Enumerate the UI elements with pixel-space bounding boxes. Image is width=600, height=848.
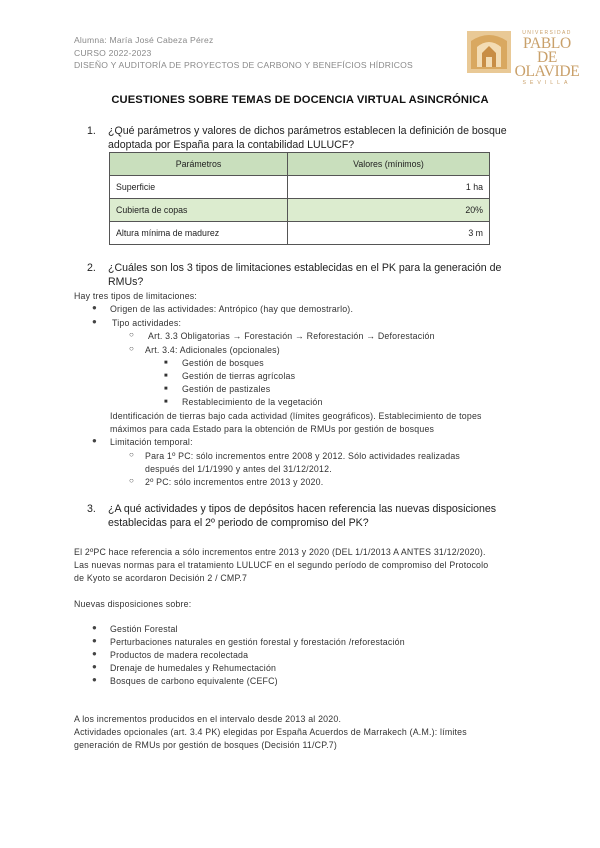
answer-3-subheading: Nuevas disposiciones sobre: — [74, 599, 192, 609]
table-row — [110, 222, 490, 245]
table-cell-value: 3 m — [288, 222, 490, 245]
answer-3-footer: Actividades opcionales (art. 3.4 PK) elegidas por España Acuerdos de Marrakech (A.M.): límites — [74, 727, 467, 737]
answer-3-text: Las nuevas normas para el tratamiento LULUCF en el segundo período de compromiso del Protocolo — [74, 560, 489, 570]
question-3 — [88, 503, 528, 530]
bullet-icon: ● — [92, 636, 97, 645]
identification-text: Identificación de tierras bajo cada actividad (límites geográficos). Establecimiento de topes — [110, 411, 482, 421]
bullet-icon: ● — [92, 436, 97, 445]
list-item: Bosques de carbono equivalente (CEFC) — [110, 676, 278, 686]
question-text-line: adoptada por España para la contabilidad LULUCF? — [108, 138, 355, 151]
identification-text: máximos para cada Estado para la obtención de RMUs por gestión de bosques — [110, 424, 435, 434]
logo-line-2: PABLO DE — [523, 35, 571, 66]
question-2 — [88, 262, 528, 289]
question-text-line: ¿Cuáles son los 3 tipos de limitaciones establecidas en el PK para la generación de — [108, 262, 502, 274]
question-text-line: establecidas para el 2º periodo de compromiso del PK? — [108, 516, 369, 529]
bullet-icon: ● — [92, 675, 97, 684]
list-item: 2º PC: sólo incrementos entre 2013 y 2020. — [145, 477, 324, 487]
circle-bullet-icon: ○ — [129, 476, 134, 485]
list-item: Drenaje de humedales y Rehumectación — [110, 663, 277, 673]
university-emblem-icon — [467, 31, 511, 73]
bullet-icon: ● — [92, 303, 97, 312]
square-bullet-icon: ■ — [164, 399, 168, 405]
document-header — [74, 34, 413, 72]
bullet-icon: ● — [92, 662, 97, 671]
subject-name: DISEÑO Y AUDITORÍA DE PROYECTOS DE CARBONO Y BENEFÍCIOS HÍDRICOS — [74, 60, 413, 70]
table-row — [110, 176, 490, 199]
table-cell-param: Cubierta de copas — [110, 199, 288, 222]
list-item: Restablecimiento de la vegetación — [182, 397, 323, 407]
student-name: Alumna: María José Cabeza Pérez — [74, 35, 214, 45]
bullet-icon: ● — [92, 623, 97, 632]
parameters-table — [109, 152, 490, 245]
circle-bullet-icon: ○ — [129, 344, 134, 353]
table-header-cell: Parámetros — [110, 153, 288, 176]
list-item: Gestión Forestal — [110, 624, 178, 634]
answer-3-text: El 2ºPC hace referencia a sólo incrementos entre 2013 y 2020 (DEL 1/1/2013 A ANTES 31/12/2020). — [74, 547, 486, 557]
list-item: Para 1º PC: sólo incrementos entre 2008 y 2012. Sólo actividades realizadas — [145, 451, 461, 461]
logo-line-3: OLAVIDE — [514, 63, 580, 80]
question-1 — [88, 125, 528, 152]
answer-2-intro: Hay tres tipos de limitaciones: — [74, 291, 198, 301]
table-row — [110, 199, 490, 222]
circle-bullet-icon: ○ — [129, 450, 134, 459]
answer-3-footer: A los incrementos producidos en el intervalo desde 2013 al 2020. — [74, 714, 342, 724]
square-bullet-icon: ■ — [164, 360, 168, 366]
table-cell-param: Superficie — [110, 176, 288, 199]
question-text-line: RMUs? — [108, 275, 144, 288]
list-item: Productos de madera recolectada — [110, 650, 249, 660]
list-item: Perturbaciones naturales en gestión forestal y forestación /reforestación — [110, 637, 405, 647]
list-item-continued: después del 1/1/1990 y antes del 31/12/2012. — [145, 464, 332, 474]
table-cell-value: 20% — [288, 199, 490, 222]
question-number: 2. — [87, 262, 96, 274]
table-header-row — [110, 153, 490, 176]
table-cell-param: Altura mínima de madurez — [110, 222, 288, 245]
logo-line-4: SEVILLA — [522, 80, 572, 86]
list-item: Origen de las actividades: Antrópico (hay que demostrarlo). — [110, 304, 354, 314]
list-item: Art. 3.4: Adicionales (opcionales) — [145, 345, 280, 355]
table-header-cell: Valores (mínimos) — [288, 153, 490, 176]
list-item: Gestión de bosques — [182, 358, 264, 368]
square-bullet-icon: ■ — [164, 373, 168, 379]
answer-3-footer: generación de RMUs por gestión de bosques (Decisión 11/CP.7) — [74, 740, 338, 750]
logo-line-1: UNIVERSIDAD — [522, 30, 572, 36]
table-cell-value: 1 ha — [288, 176, 490, 199]
list-item: Art. 3.3 Obligatorias → Forestación → Reforestación → Deforestación — [148, 331, 435, 341]
list-item: Limitación temporal: — [110, 437, 193, 447]
bullet-icon: ● — [92, 649, 97, 658]
circle-bullet-icon: ○ — [129, 330, 134, 339]
question-text-line: ¿Qué parámetros y valores de dichos parámetros establecen la definición de bosque — [108, 125, 507, 137]
page-title: CUESTIONES SOBRE TEMAS DE DOCENCIA VIRTUAL ASINCRÓNICA — [111, 94, 489, 106]
question-text-line: ¿A qué actividades y tipos de depósitos hacen referencia las nuevas disposiciones — [108, 503, 497, 515]
university-logo — [467, 30, 580, 86]
question-number: 1. — [87, 125, 96, 137]
answer-3-text: de Kyoto se acordaron Decisión 2 / CMP.7 — [74, 573, 248, 583]
square-bullet-icon: ■ — [164, 386, 168, 392]
list-item: Gestión de pastizales — [182, 384, 271, 394]
list-item: Tipo actividades: — [112, 318, 182, 328]
question-number: 3. — [87, 503, 96, 515]
course-year: CURSO 2022-2023 — [74, 47, 152, 58]
bullet-icon: ● — [92, 317, 97, 326]
list-item: Gestión de tierras agrícolas — [182, 371, 296, 381]
